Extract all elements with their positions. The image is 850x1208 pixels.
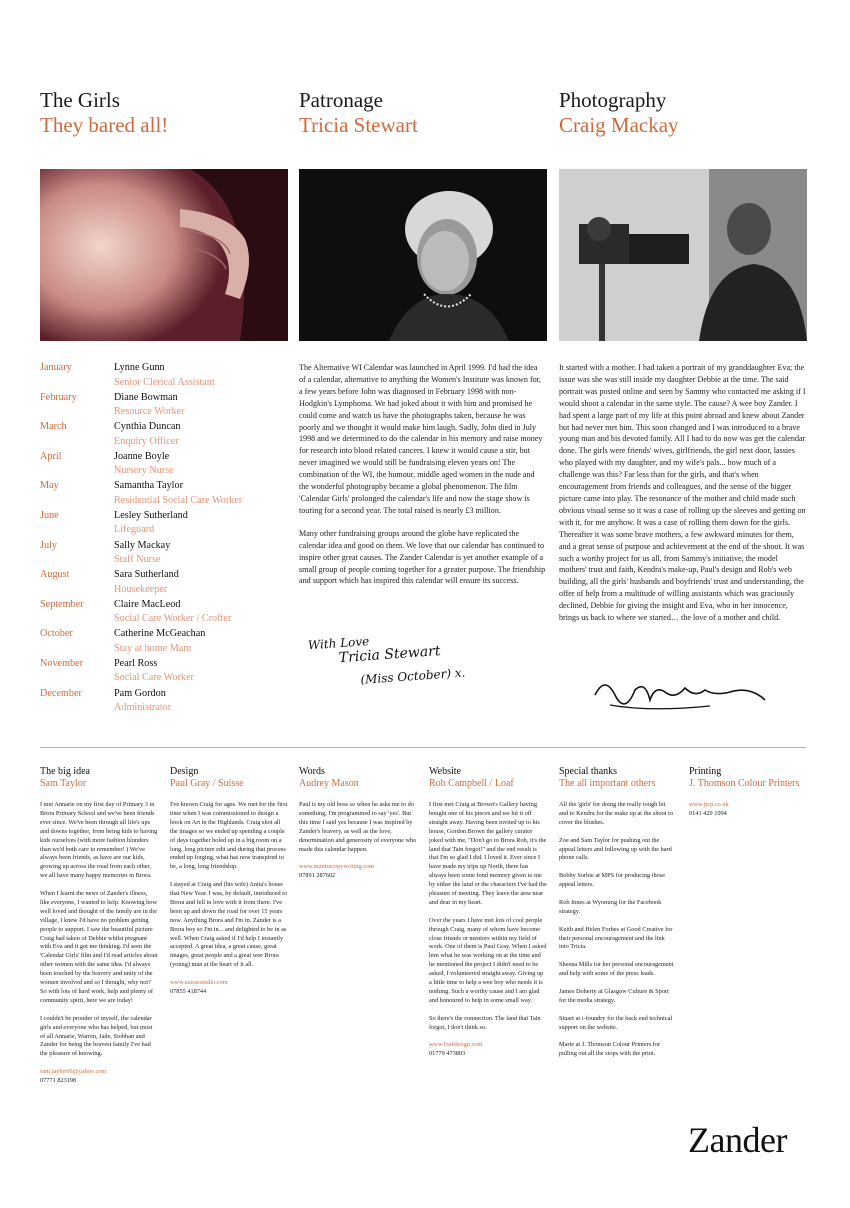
girls-photo	[40, 169, 288, 341]
bigidea-paragraph: When I learnt the news of Zander's illness, like everyone, I wanted to help. Knowing how well loved and thought of the family are in the village, I knew I'd have no problem getting people to support. I saw the beautiful picture Craig had taken of Debbie whilst pregnant with Eva and it got me thinking. I'd seen the 'Calendar Girls' film and I'd read articles about other women with the same idea. I'd always been touched by the bravery and unity of the women involved and so I thought, why not? So with lots of hard work, help and plenty of community spirit, here we are today!	[40, 890, 158, 1004]
thanks-item: Bobby Sorbie at MPS for producing those appeal letters.	[559, 872, 665, 889]
words-phone: 07891 287602	[299, 872, 336, 880]
craig-signature	[590, 670, 770, 725]
girl-name: Diane Bowman	[114, 391, 178, 403]
calendar-row	[40, 420, 260, 450]
patronage-heading	[299, 88, 418, 138]
girl-name: Pam Gordon	[114, 687, 166, 699]
girl-name: Lynne Gunn	[114, 362, 165, 373]
printing-title: Printing	[689, 766, 722, 777]
calendar-row	[40, 391, 260, 421]
calendar-row	[40, 361, 260, 391]
girl-name: Claire MacLeod	[114, 598, 181, 610]
website-text	[429, 801, 547, 1059]
girl-name: Joanne Boyle	[114, 450, 170, 462]
thanks-text	[559, 801, 675, 1068]
month-label: January	[40, 362, 72, 373]
printing-text	[689, 801, 807, 819]
photography-subtitle: Craig Mackay	[559, 113, 679, 137]
signature-line: (Miss October) x.	[359, 665, 466, 687]
printing-name: J. Thomson Colour Printers	[689, 778, 800, 789]
tricia-signature	[307, 626, 492, 718]
month-label: August	[40, 569, 70, 581]
design-heading	[170, 766, 244, 790]
girl-job: Stay at home Mam	[114, 642, 192, 654]
website-paragraph: I first met Craig at Brown's Gallery having bought one of his pieces and we hit it off straight away. Having been invited up to his house, Gordon Brown the gallery curator joked with me, "Don't go to Brora Rob, it's the land that Tain forgot!" and the end result is that I'm so glad I did. I loved it. Ever since I have made my trips up North, there has always been some fond memory given to me by either the land or the characters I've had the pleasure of meeting. They leave the area near and dear in my heart.	[429, 801, 547, 906]
words-heading	[299, 766, 359, 790]
girl-job: Resource Worker	[114, 406, 185, 418]
bigidea-heading	[40, 766, 90, 790]
girl-job: Residential Social Care Worker	[114, 494, 243, 506]
words-text	[299, 801, 417, 881]
girl-name: Cynthia Duncan	[114, 421, 181, 433]
bigidea-paragraph: I met Annarie on my first day of Primary 3 in Brora Primary School and we've been friends ever since. We've been through all life's ups and downs together, from being kids to having kids ourselves (with more fashion blunders than we'd both care to remember! ) We've always been friends, as have are our kids, growing up across the road from each other, we all have many happy memories in Brora.	[40, 801, 158, 880]
design-paragraph: I've known Craig for ages. We met for the first time when I was commissioned to design a book on Art in the Highlands. Craig shot all the images so we ended up spending a couple of days together holed up in a big room on a long, long picture edit and during that process ended up forging, what has now transpired to be, a long, long friendship.	[170, 801, 288, 871]
design-phone: 07855 418744	[170, 988, 207, 995]
calendar-row	[40, 568, 260, 598]
calendar-list	[40, 361, 260, 716]
printing-heading	[689, 766, 799, 790]
bigidea-phone: 07771 823198	[40, 1077, 77, 1085]
girl-job: Social Care Worker	[114, 672, 194, 684]
bigidea-text	[40, 801, 158, 1086]
bigidea-paragraph: I couldn't be prouder of myself, the calendar girls and everyone who has helped, but most of all Annarie, Warren, Jade, Siobhan and Zander for being the bravest family I've had the pleasure of knowing.	[40, 1014, 153, 1058]
girl-job: Lifeguard	[114, 524, 155, 536]
girl-name: Lesley Sutherland	[114, 509, 188, 521]
bigidea-name: Sam Taylor	[40, 778, 87, 789]
calendar-row	[40, 479, 260, 509]
girl-job: Enquiry Officer	[114, 435, 179, 447]
girl-name: Sara Sutherland	[114, 569, 179, 581]
thanks-item: Rob Innes at Wyoming for the Facebook strategy.	[559, 898, 662, 915]
month-label: February	[40, 391, 77, 403]
month-label: June	[40, 509, 59, 521]
month-label: November	[40, 657, 83, 669]
girl-name: Pearl Ross	[114, 657, 158, 669]
words-web-link[interactable]: www.mantracopywriting.com	[299, 863, 375, 871]
month-label: May	[40, 480, 59, 492]
bigidea-title: The big idea	[40, 766, 90, 777]
photography-photo	[559, 169, 807, 341]
girl-name: Catherine McGeachan	[114, 628, 206, 640]
signature-line: Tricia Stewart	[338, 643, 441, 667]
website-web-link[interactable]: www.loafdesign.com	[429, 1041, 483, 1049]
girl-job: Social Care Worker / Crofter	[114, 613, 232, 625]
words-name: Audrey Mason	[299, 778, 359, 789]
girl-job: Housekeeper	[114, 583, 168, 595]
calendar-row	[40, 687, 260, 717]
printing-phone: 0141 429 1094	[689, 809, 727, 817]
thanks-item: Sheena Mills for her personal encouragement and help with some of the press leads.	[559, 961, 674, 978]
calendar-row	[40, 539, 260, 569]
patronage-subtitle: Tricia Stewart	[299, 113, 418, 137]
month-label: December	[40, 687, 82, 699]
design-name: Paul Gray / Suisse	[170, 778, 244, 789]
thanks-item: Marie at J. Thomson Colour Printers for pulling out all the stops with the print.	[559, 1041, 661, 1058]
website-title: Website	[429, 766, 461, 777]
patronage-title: Patronage	[299, 88, 383, 112]
calendar-row	[40, 450, 260, 480]
design-paragraph: I stayed at Craig and (his wife) Anita's house that New Year. I was, by default, introduced to Brora and fell in love with it from there. I've been up and down the road for over 15 years now. Anything Brora and I'm in. Zander is a Brora boy so I'm in... and delighted to be in as well. When Craig asked if I'd help I instantly accepted. A great idea, a great cause, great images, great people and a great wee Brora (young) man at the heart of it all.	[170, 881, 288, 969]
section-divider	[40, 747, 806, 748]
website-phone: 01779 473803	[429, 1050, 466, 1058]
design-text	[170, 801, 288, 997]
thanks-item: James Doherty at Glasgow Culture & Sport for the media strategy.	[559, 987, 669, 1004]
website-heading	[429, 766, 514, 790]
design-title: Design	[170, 766, 199, 777]
girl-job: Senior Clerical Assistant	[114, 376, 215, 388]
signature-line: With Love	[307, 634, 370, 653]
girl-job: Nursery Nurse	[114, 465, 174, 477]
zander-logo: Zander	[688, 1120, 787, 1160]
thanks-heading	[559, 766, 655, 790]
thanks-title: Special thanks	[559, 766, 618, 777]
girl-job: Staff Nurse	[114, 554, 161, 566]
patronage-paragraph: Many other fundraising groups around the globe have replicated the calendar idea and good on them. We love that our calendar has continued to inspire other great causes. The Zander Calendar is yet another example of a small group of people coming together for a greater purpose. The friendship and support which has inspired this calendar will ensure its success.	[299, 528, 546, 586]
calendar-row	[40, 657, 260, 687]
month-label: October	[40, 628, 73, 640]
month-label: April	[40, 450, 62, 462]
photography-paragraph: It started with a mother. I had taken a portrait of my granddaughter Eva; the issue was she was still inside my daughter Debbie at the time. The said portrait was posted online and seen by Sammy who contacted me asking if I would shoot a calendar in the same style. The cause? A wee boy Zander. I had spent a large part of my life at this point abroad and knew about Zander but had never met him. This soon changed and I was introduced to a brave young man and his devoted family. All I had to do now was get the calendar done. The girls were friends' wives, girlfriends, the girl next door, lassies who played with my daughter, and my wife's pals... how much of a challenge was this? Far less than for the girls, and that's when encouragement from friends and colleagues, and the sense of the bigger picture came into play. The resonance of the mother and child made such obvious visual sense so it was a case of rolling up the sleeves and getting on with it, for me anyhow. It was a case of rolling them down for the girls. Thereafter it was some brave mothers, a few awkward minutes for them, and a great sense of purpose and achievement at the end of the shoot. It was such a worthy project for us all, from Sammy's initiative, the model mothers' trust and faith, Kendra's make-up, Paul's design and Rob's web building, all the girls' husbands and boyfriends' trust and understanding, the offer of help from a multitude of willing assistants which was graciously declined, Debbie for giving the insight and Eva, who in her innocence, brings us back to where we started… the love of a mother and child.	[559, 363, 806, 623]
words-title: Words	[299, 766, 325, 777]
girls-title: The Girls	[40, 88, 120, 112]
girl-job: Administrator	[114, 702, 172, 714]
patronage-photo	[299, 169, 547, 341]
bigidea-email-link[interactable]: sam.taylor66@yahoo.com	[40, 1068, 107, 1076]
thanks-item: Zoe and Sam Taylor for pushing out the appeal letters and following up with the hard phone calls.	[559, 836, 672, 862]
girls-heading	[40, 88, 168, 138]
thanks-item: Stuart at i-foundry for the back end technical support on the website.	[559, 1014, 673, 1031]
thanks-item: All the 'girls' for doing the really tough bit and to Kendra for the make up at the shoot to cover the blushes.	[559, 801, 674, 826]
website-name: Rob Campbell / Loaf	[429, 778, 514, 789]
girl-name: Sally Mackay	[114, 539, 171, 551]
patronage-text	[299, 362, 546, 598]
month-label: March	[40, 421, 67, 433]
design-web-link[interactable]: www.suissestudio.com	[170, 979, 228, 987]
words-paragraph: Paul is my old boss so when he asks me to do something, I'm programmed to say 'yes'. But this time I said yes because I was inspired by Zander's bravery, as well as the love, determination and generosity of everyone who made this calendar happen.	[299, 801, 417, 853]
calendar-row	[40, 598, 260, 628]
calendar-row	[40, 509, 260, 539]
girl-name: Samantha Taylor	[114, 480, 183, 492]
girls-subtitle: They bared all!	[40, 113, 169, 137]
photography-title: Photography	[559, 88, 667, 112]
printing-web-link[interactable]: www.jtcp.co.uk	[689, 801, 729, 808]
thanks-name: The all important others	[559, 778, 656, 789]
website-paragraph: So there's the connection. The land that Tain forgot, I don't think so.	[429, 1014, 541, 1031]
thanks-item: Keith and Helen Forbes at Good Creative for their personal encouragement and the link into Tricia.	[559, 925, 673, 951]
photography-heading	[559, 88, 679, 138]
month-label: July	[40, 539, 57, 551]
calendar-row	[40, 627, 260, 657]
month-label: September	[40, 598, 84, 610]
website-paragraph: Over the years I have met lots of cool people through Craig, many of whom have become close friends or mentors within my field of work. One of them is Paul Gray. When I asked him what he was working on at the time and he mentioned the project I didn't need to be asked, I volunteered straight away. Giving up a little time to help a wee boy who needs it is nothing. Such a worthy cause and I am glad and honoured to help in some small way.	[429, 916, 547, 1004]
patronage-paragraph: The Alternative WI Calendar was launched in April 1999. I'd had the idea of a calendar, alternative to anything the Women's Institute was known for, a few years before John was diagnosed in February 1998 with non-Hodgkin's Lymphoma. We had joked about it with him and promised he could come and watch us have the photographs taken, because he was poorly and we thought it would make him laugh. Sadly, John died in July 1998 and we determined to do the calendar in his memory and raise money for research into blood related cancers. I knew it would cause a stir, but never imagined we would still be fundraising eleven years on! The combination of the WI, the humour, middle aged women in the nude and the wonderful photography became a global phenomenon. The film 'Calendar Girls' prolonged the calendar's life and now the stage show is touring for a second year. The total raised is nearly £3 million.	[299, 363, 543, 515]
photography-text	[559, 362, 807, 635]
